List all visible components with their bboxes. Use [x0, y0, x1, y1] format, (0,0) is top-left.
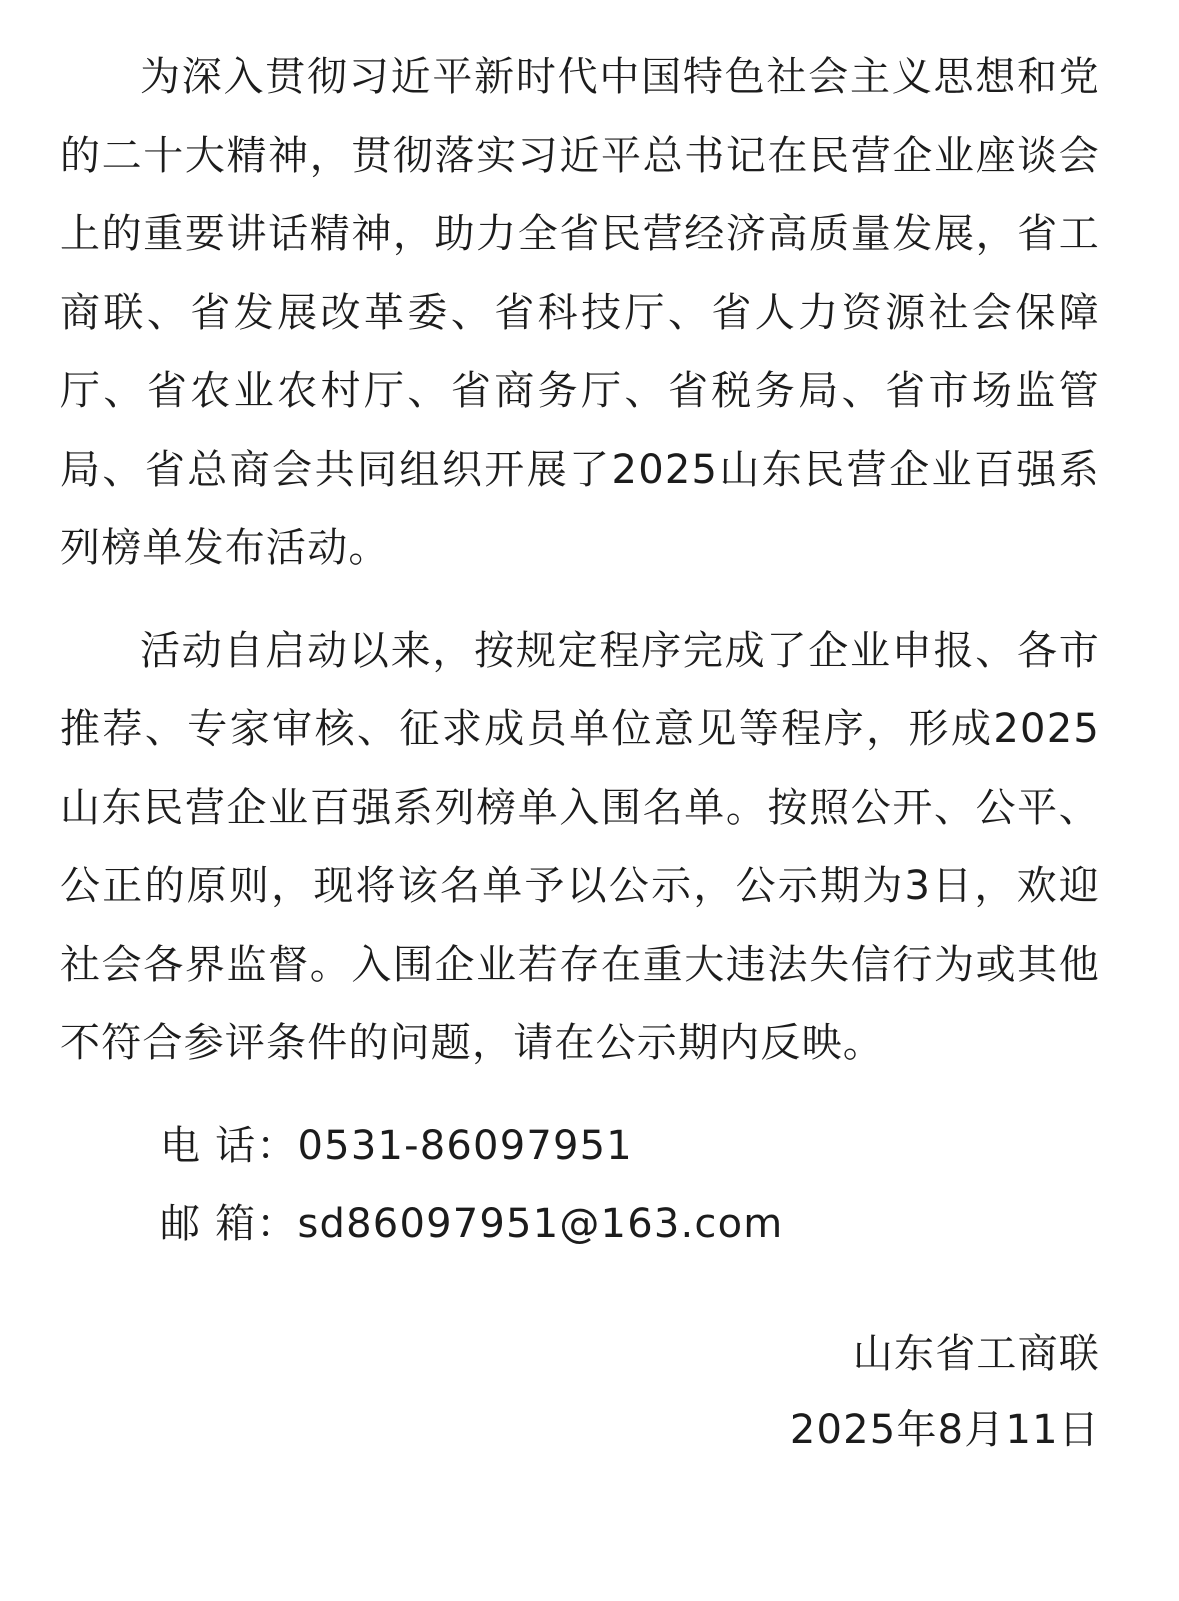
signature-block [60, 1316, 1100, 1468]
signature-organization: 山东省工商联 [852, 1330, 1100, 1377]
email-address: sd86097951@163.com [297, 1201, 784, 1247]
notice-paragraph-intro: 为深入贯彻习近平新时代中国特色社会主义思想和党的二十大精神，贯彻落实习近平总书记在民营企业座谈会上的重要讲话精神，助力全省民营经济高质量发展，省工商联、省发展改革委、省科技厅、省人力资源社会保障厅、省农业农村厅、省商务厅、省税务局、省市场监管局、省总商会共同组织开展了2025山东民营企业百强系列榜单发布活动。 [60, 54, 1100, 571]
signature-date: 2025年8月11日 [789, 1406, 1100, 1453]
notice-document [60, 38, 1100, 1468]
email-line [60, 1185, 1100, 1264]
contact-block [60, 1107, 1100, 1264]
notice-paragraph-process: 活动自启动以来，按规定程序完成了企业申报、各市推荐、专家审核、征求成员单位意见等程序，形成2025山东民营企业百强系列榜单入围名单。按照公开、公平、公正的原则，现将该名单予以公示，公示期为3日，欢迎社会各界监督。入围企业若存在重大违法失信行为或其他不符合参评条件的问题，请在公示期内反映。 [60, 627, 1100, 1066]
phone-number: 0531-86097951 [297, 1122, 633, 1169]
phone-label: 电 话： [160, 1122, 298, 1169]
phone-line [60, 1107, 1100, 1186]
email-label: 邮 箱： [160, 1201, 298, 1247]
